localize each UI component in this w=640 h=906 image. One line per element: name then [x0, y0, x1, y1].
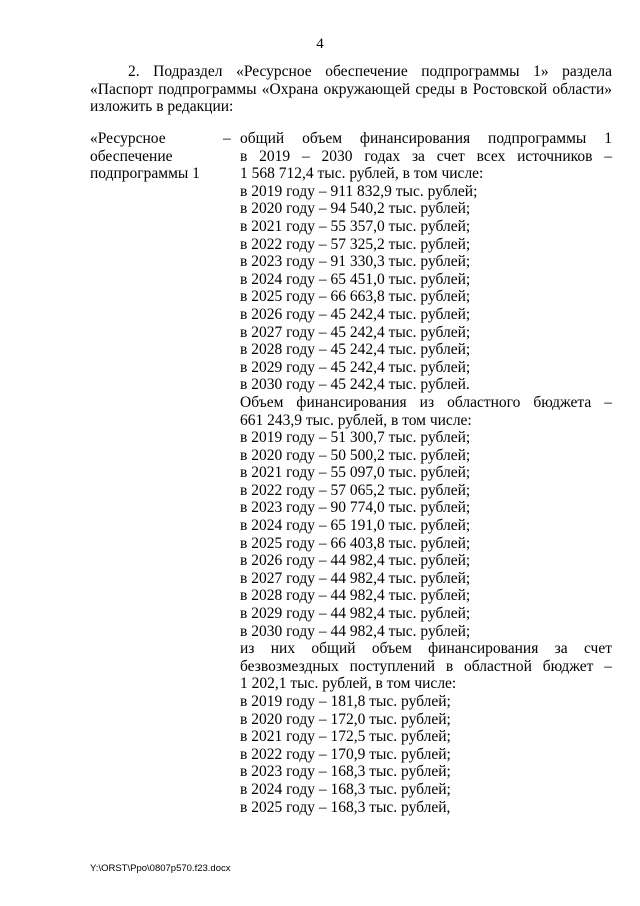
intro-line-3: изложить в редакции: [90, 98, 234, 115]
regional-year-line: в 2022 году – 57 065,2 тыс. рублей; [240, 481, 471, 499]
total-year-line: в 2024 году – 65 451,0 тыс. рублей; [240, 270, 471, 288]
regional-year-line: в 2025 году – 66 403,8 тыс. рублей; [240, 534, 471, 552]
gratuitous-year-line: в 2021 году – 172,5 тыс. рублей; [240, 728, 451, 746]
section-label-line-3: подпрограммы 1 [90, 165, 200, 183]
total-year-line: в 2029 году – 45 242,4 тыс. рублей; [240, 358, 471, 376]
total-year-line: в 2025 году – 66 663,8 тыс. рублей; [240, 288, 471, 306]
regional-year-line: в 2019 году – 51 300,7 тыс. рублей; [240, 429, 471, 447]
gratuitous-year-line: в 2019 году – 181,8 тыс. рублей; [240, 693, 451, 710]
gratuitous-year-line: в 2024 году – 168,3 тыс. рублей; [240, 780, 451, 798]
total-year-line: в 2028 году – 45 242,4 тыс. рублей; [240, 341, 471, 359]
regional-year-line: в 2028 году – 44 982,4 тыс. рублей; [240, 587, 471, 605]
section-label [90, 130, 240, 183]
total-year-line: в 2022 году – 57 325,2 тыс. рублей; [240, 235, 471, 253]
total-year-line: в 2021 году – 55 357,0 тыс. рублей; [240, 217, 471, 235]
gratuitous-line-1: из них общий объем финансирования за счет [240, 640, 612, 658]
total-year-line: в 2030 году – 45 242,4 тыс. рублей. [240, 376, 470, 394]
regional-year-line: в 2024 году – 65 191,0 тыс. рублей; [240, 517, 471, 535]
gratuitous-year-line: в 2023 году – 168,3 тыс. рублей; [240, 763, 451, 781]
gratuitous-year-line: в 2020 году – 172,0 тыс. рублей; [240, 710, 451, 728]
regional-line-1: Объем финансирования из областного бюджета – [240, 393, 612, 411]
intro-line-2: «Паспорт подпрограммы «Охрана окружающей среды в Ростовской области» [90, 80, 612, 98]
total-line-3: 1 568 712,4 тыс. рублей, в том числе: [240, 165, 484, 183]
regional-year-line: в 2021 году – 55 097,0 тыс. рублей; [240, 464, 471, 482]
total-year-line: в 2023 году – 91 330,3 тыс. рублей; [240, 253, 471, 271]
regional-line-2: 661 243,9 тыс. рублей, в том числе: [240, 411, 472, 429]
total-year-line: в 2019 году – 911 832,9 тыс. рублей; [240, 182, 478, 200]
regional-year-line: в 2023 году – 90 774,0 тыс. рублей; [240, 499, 471, 517]
regional-year-line: в 2020 году – 50 500,2 тыс. рублей; [240, 446, 471, 464]
gratuitous-line-3: 1 202,1 тыс. рублей, в том числе: [240, 675, 457, 693]
total-line-1: общий объем финансирования подпрограммы 1 [240, 130, 612, 147]
gratuitous-line-2: безвозмездных поступлений в областной бюджет – [240, 657, 612, 675]
regional-year-line: в 2030 году – 44 982,4 тыс. рублей; [240, 622, 471, 640]
page-number: 4 [316, 36, 324, 52]
gratuitous-year-line: в 2025 году – 168,3 тыс. рублей, [240, 798, 451, 816]
funding-content [240, 130, 612, 816]
section-label-line-1: «Ресурсное [90, 130, 166, 147]
total-year-line: в 2027 году – 45 242,4 тыс. рублей; [240, 323, 471, 341]
intro-line-1: 2. Подраздел «Ресурсное обеспечение подпрограммы 1» раздела [128, 63, 612, 80]
regional-year-line: в 2026 году – 44 982,4 тыс. рублей; [240, 552, 471, 570]
regional-year-line: в 2029 году – 44 982,4 тыс. рублей; [240, 605, 471, 623]
total-line-2: в 2019 – 2030 годах за счет всех источников – [240, 147, 612, 165]
gratuitous-year-line: в 2022 году – 170,9 тыс. рублей; [240, 745, 451, 763]
section-label-line-2: обеспечение [90, 147, 173, 165]
file-path-footer: Y:\ORST\Ppo\0807p570.f23.docx [90, 863, 231, 874]
label-dash: – [223, 130, 231, 147]
regional-year-line: в 2027 году – 44 982,4 тыс. рублей; [240, 569, 471, 587]
total-year-line: в 2026 году – 45 242,4 тыс. рублей; [240, 305, 471, 323]
intro-paragraph [90, 63, 612, 116]
total-year-line: в 2020 году – 94 540,2 тыс. рублей; [240, 200, 471, 218]
